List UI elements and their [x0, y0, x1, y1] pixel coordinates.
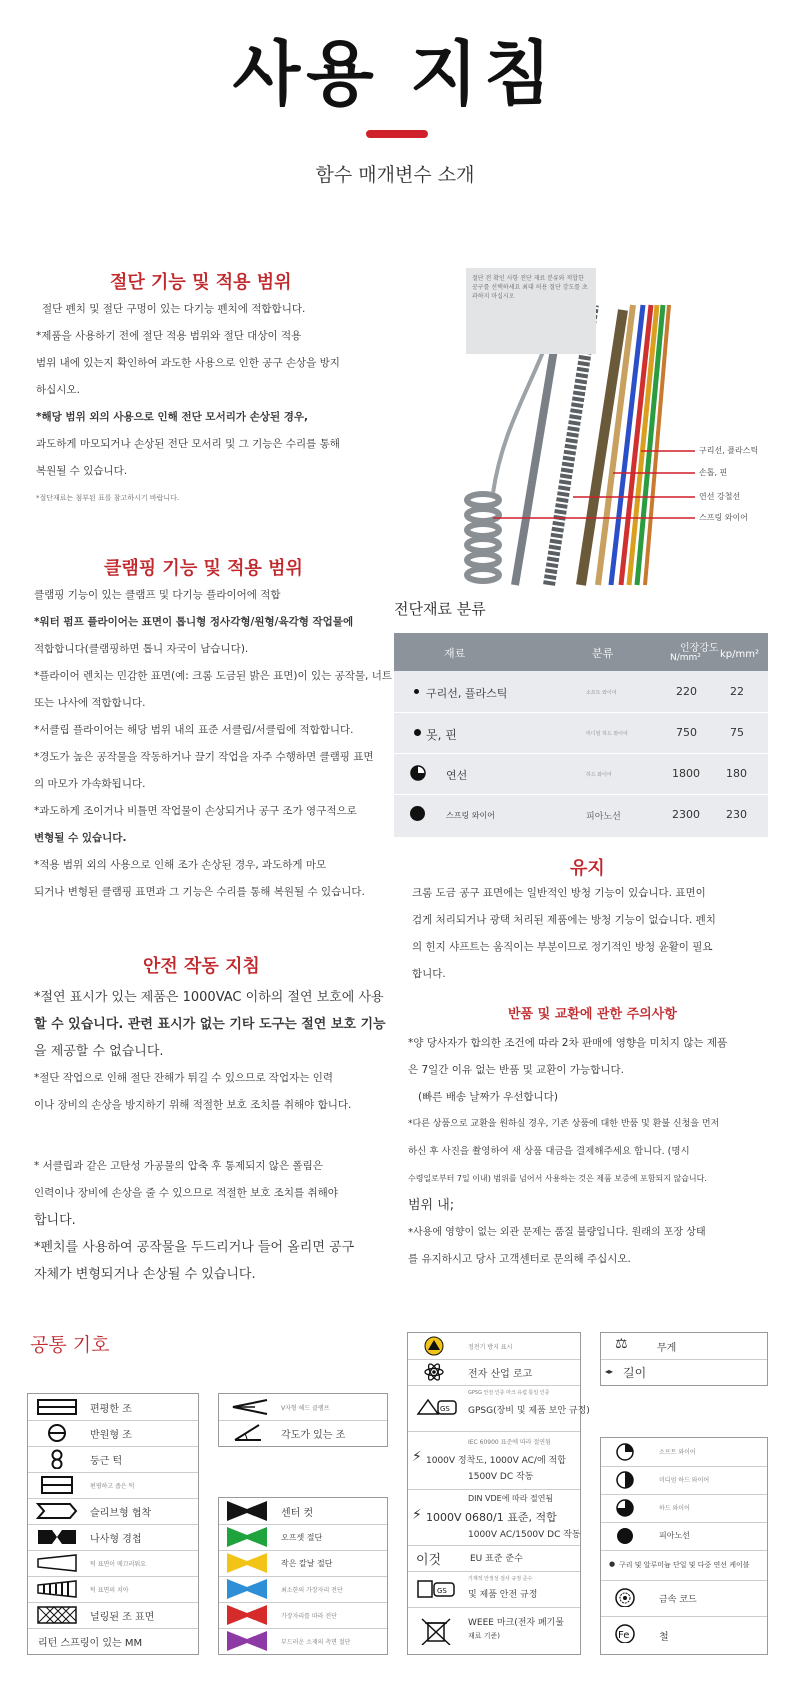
- table-row: [394, 753, 768, 795]
- symbol-row: [28, 1420, 198, 1447]
- safety-line: 합니다.: [34, 1213, 76, 1228]
- angled-jaw-icon: [225, 1423, 271, 1443]
- material-kp: 180: [726, 767, 747, 780]
- flat-jaw-icon: [34, 1397, 80, 1417]
- measure-symbol-box: [600, 1332, 768, 1386]
- symbol-label: GPSG 안전 인증 마크 유럽 통일 인증: [468, 1390, 550, 1396]
- clamping-line: 클램핑 기능이 있는 클램프 및 다기능 플라이어에 적합: [34, 589, 281, 601]
- symbol-row: [28, 1446, 198, 1473]
- symbol-row: [219, 1550, 387, 1577]
- symbol-label: 철: [659, 1632, 669, 1643]
- cutting-line: *제품을 사용하기 전에 절단 적용 범위와 절단 대상이 적용: [36, 330, 302, 342]
- symbol-row: [28, 1498, 198, 1525]
- bow-tie-icon: [227, 1553, 267, 1573]
- returns-heading: 반품 및 교환에 관한 주의사항: [508, 1007, 677, 1022]
- safety-line: * 서클립과 같은 고탄성 가공물의 압축 후 통제되지 않은 폴림은: [34, 1160, 323, 1172]
- material-class: 미디엄 하드 와이어: [586, 731, 628, 737]
- safety-line: 인력이나 장비에 손상을 줄 수 있으므로 적절한 보호 조치를 취해야: [34, 1187, 338, 1199]
- symbol-label: 리턴 스프링이 있는 MM: [38, 1638, 143, 1649]
- symbol-label: 센터 컷: [281, 1508, 314, 1519]
- symbol-label: 하드 와이어: [659, 1505, 690, 1512]
- safety-line: 자체가 변형되거나 손상될 수 있습니다.: [34, 1267, 256, 1282]
- symbol-row: [219, 1628, 387, 1654]
- symbol-row: [601, 1333, 767, 1360]
- symbol-row: [28, 1602, 198, 1629]
- symbol-label: 부드러운 소재의 측면 절단: [281, 1639, 351, 1646]
- symbol-label: DIN VDE에 따라 절연됨: [468, 1494, 554, 1503]
- material-table-header: [394, 633, 768, 671]
- symbol-label: 슬리브형 협착: [90, 1508, 152, 1519]
- symbol-label: 둥근 턱: [90, 1456, 123, 1467]
- symbol-row: [28, 1550, 198, 1577]
- col-unit-kp: kp/mm²: [720, 649, 759, 660]
- voltage-icon: ⚡: [412, 1507, 422, 1523]
- symbol-label: 널링된 조 표면: [90, 1612, 155, 1623]
- symbol-row: [408, 1333, 580, 1360]
- cutting-line: 범위 내에 있는지 확인하여 과도한 사용으로 인한 공구 손상을 방지: [36, 357, 340, 369]
- returns-line: *양 당사자가 합의한 조건에 따라 2차 판매에 영향을 미치지 않는 제품: [408, 1037, 728, 1049]
- maintenance-line: 의 힌지 샤프트는 움직이는 부분이므로 정기적인 방청 윤활이 필요: [412, 941, 713, 953]
- material-dot: [414, 689, 419, 694]
- cert-symbol-box: [407, 1332, 590, 1655]
- table-row: [394, 794, 768, 835]
- returns-line: *다른 상품으로 교환을 원하실 경우, 기존 상품에 대한 반품 및 환불 신청을 먼저: [408, 1119, 720, 1129]
- returns-text: [408, 1030, 778, 1273]
- angle-symbol-box: [218, 1393, 388, 1447]
- scale-icon: ⚖: [615, 1336, 628, 1352]
- cutting-line: 복원될 수 있습니다.: [36, 465, 128, 477]
- material-kp: 230: [726, 808, 747, 821]
- symbol-row: [408, 1431, 580, 1490]
- maintenance-heading: 유지: [570, 858, 605, 879]
- symbol-label: 턱 표면이 매끄러워요: [90, 1561, 146, 1568]
- page-subtitle: 함수 매개변수 소개: [315, 164, 475, 186]
- clamping-line: 적합합니다(클램핑하면 톱니 자국이 남습니다).: [34, 643, 249, 655]
- material-n: 2300: [672, 808, 700, 821]
- symbol-row: [408, 1571, 580, 1608]
- symbol-label: 나사형 경첩: [90, 1534, 142, 1545]
- weee-bin-icon: [414, 1617, 460, 1645]
- symbol-label: 구리 및 알루미늄 단일 및 다중 연선 케이블: [619, 1561, 750, 1569]
- symbol-row: [408, 1385, 590, 1432]
- voltage-icon: ⚡: [412, 1449, 422, 1465]
- safety-line: 할 수 있습니다. 관련 표시가 없는 기타 도구는 절연 보호 기능: [34, 1017, 386, 1032]
- symbol-row: [219, 1576, 387, 1603]
- symbol-row: [601, 1580, 767, 1617]
- symbol-row: [601, 1359, 767, 1385]
- svg-text:GS: GS: [437, 1587, 447, 1595]
- maintenance-line: 검게 처리되거나 광택 처리된 제품에는 방청 기능이 없습니다. 펜치: [412, 914, 716, 926]
- bow-tie-icon: [227, 1605, 267, 1625]
- material-n: 220: [676, 685, 697, 698]
- photo-label: 손톱, 핀: [699, 468, 728, 477]
- length-icon: ◂▸: [605, 1367, 614, 1376]
- symbol-label: 편평하고 좁은 턱: [90, 1483, 135, 1490]
- toothed-jaw-icon: [34, 1579, 80, 1599]
- clamping-line: 의 마모가 가속화됩니다.: [34, 778, 146, 790]
- cutting-text: [36, 296, 396, 512]
- symbol-label: 1000V AC/1500V DC 작동: [468, 1530, 581, 1540]
- symbol-label: 전자 산업 로고: [468, 1369, 533, 1380]
- returns-line: *사용에 영향이 없는 외관 문제는 품질 불량입니다. 원래의 포장 상태: [408, 1227, 706, 1238]
- symbol-row: [219, 1394, 387, 1421]
- clamping-line: *과도하게 조이거나 비틀면 작업물이 손상되거나 공구 조가 영구적으로: [34, 805, 357, 817]
- symbol-label: 피아노선: [659, 1531, 690, 1540]
- returns-line: (빠른 배송 날짜가 우선합니다): [418, 1091, 558, 1103]
- material-n: 750: [676, 726, 697, 739]
- maintenance-text: [412, 880, 772, 988]
- full-circle-icon: [607, 1525, 653, 1545]
- copper-dot-icon: ●: [609, 1560, 616, 1568]
- material-kp: 22: [730, 685, 744, 698]
- clamping-line: 또는 나사에 적합합니다.: [34, 697, 146, 709]
- symbol-row: [219, 1524, 387, 1551]
- symbol-row: [28, 1576, 198, 1603]
- v-head-icon: [225, 1397, 271, 1417]
- symbol-row: [408, 1545, 580, 1572]
- material-name: 연선: [446, 769, 468, 782]
- symbol-row: [408, 1607, 580, 1653]
- maintenance-line: 합니다.: [412, 968, 446, 980]
- page-title: 사용 지침: [232, 33, 558, 115]
- flat-narrow-jaw-icon: [34, 1475, 80, 1495]
- symbol-label: 1500V DC 작동: [468, 1472, 534, 1482]
- table-row: [394, 671, 768, 713]
- returns-line: 하신 후 사진을 촬영하여 새 상품 대금을 결제해주세요 합니다. (명시: [408, 1146, 690, 1157]
- clamping-line: *서클립 플라이어는 해당 범위 내의 표준 서클립/서클립에 적합합니다.: [34, 724, 354, 736]
- gs-seal-icon: [414, 1579, 460, 1599]
- returns-line: 은 7일간 이유 없는 반품 및 교환이 가능합니다.: [408, 1064, 624, 1076]
- esd-icon: [414, 1336, 460, 1356]
- maintenance-line: 크롬 도금 공구 표면에는 일반적인 방청 기능이 있습니다. 표면이: [412, 887, 706, 899]
- symbol-row: [408, 1489, 580, 1546]
- symbol-row: [601, 1466, 767, 1495]
- material-class: 소프트 와이어: [586, 690, 617, 696]
- symbol-label: 오프셋 절단: [281, 1533, 323, 1542]
- photo-label: 구리선, 플라스틱: [699, 446, 759, 455]
- symbol-label: 길이: [623, 1366, 647, 1380]
- symbol-row: [219, 1498, 387, 1525]
- clamping-line: *경도가 높은 공작물을 작동하거나 끌기 작업을 자주 수행하면 클램핑 표면: [34, 751, 374, 763]
- symbol-row: [28, 1472, 198, 1499]
- svg-text:GS: GS: [440, 1405, 450, 1413]
- symbol-label: IEC 60900 표준에 따라 절연됨: [468, 1439, 551, 1446]
- screw-hinge-icon: [34, 1527, 80, 1547]
- symbol-label: 1000V 0680/1 표준, 적합: [426, 1511, 557, 1524]
- material-name: 못, 핀: [426, 728, 457, 742]
- bow-tie-icon: [227, 1501, 267, 1521]
- smooth-jaw-icon: [34, 1553, 80, 1573]
- clamping-text: [34, 582, 394, 906]
- svg-text:Fe: Fe: [618, 1630, 630, 1641]
- wire-symbol-box: [600, 1437, 768, 1655]
- symbol-label: 소프트 와이어: [659, 1449, 696, 1456]
- symbol-row: [28, 1628, 198, 1654]
- photo-label: 스프링 와이어: [699, 513, 748, 522]
- photo-label: 연선 강철선: [699, 492, 741, 501]
- three-quarter-circle-icon: [607, 1497, 653, 1517]
- symbol-row: [28, 1524, 198, 1551]
- bow-tie-icon: [227, 1631, 267, 1651]
- cutting-line: 하십시오.: [36, 384, 80, 396]
- symbol-label: 1000V 정착도, 1000V AC/에 적합: [426, 1456, 566, 1466]
- symbol-label: GPSG(장비 및 제품 보안 규정): [468, 1406, 590, 1416]
- clamping-line: 되거나 변형된 클램핑 표면과 그 기능은 수리를 통해 복원될 수 있습니다.: [34, 886, 365, 898]
- symbol-row: [601, 1550, 767, 1581]
- symbol-row: [219, 1420, 387, 1446]
- symbol-label: 기계적 안정성 검사 규정 준수: [468, 1576, 533, 1582]
- symbol-row: [601, 1616, 767, 1652]
- material-table-title: 전단재료 분류: [394, 600, 486, 618]
- clamping-line: *워터 펌프 플라이어는 표면이 톱니형 정사각형/원형/육각형 작업물에: [34, 616, 354, 628]
- symbol-label: 무게: [657, 1343, 677, 1354]
- material-dot: [414, 729, 421, 736]
- symbol-label: 각도가 있는 조: [281, 1430, 346, 1441]
- symbol-row: [408, 1359, 580, 1386]
- safety-line: *펜치를 사용하여 공작물을 두드리거나 들어 올리면 공구: [34, 1240, 355, 1255]
- symbol-label: 작은 칼날 절단: [281, 1559, 333, 1568]
- title-divider: [366, 130, 428, 138]
- metal-cord-icon: [607, 1587, 653, 1607]
- half-round-jaw-icon: [34, 1423, 80, 1443]
- clamping-line: *적용 범위 외의 사용으로 인해 조가 손상된 경우, 과도하게 마모: [34, 859, 327, 871]
- fe-icon: [607, 1623, 653, 1643]
- returns-line: 수령일로부터 7일 이내) 범위를 넘어서 사용하는 것은 제품 보증에 포함되지 않습니다.: [408, 1174, 707, 1183]
- safety-line: *절단 작업으로 인해 절단 잔해가 튀길 수 있으므로 작업자는 인력: [34, 1072, 334, 1084]
- material-name: 스프링 와이어: [446, 811, 495, 820]
- symbol-label: 편평한 조: [90, 1404, 132, 1415]
- jaw-symbol-box: [27, 1393, 199, 1655]
- table-row: [394, 712, 768, 754]
- symbol-label: 금속 코드: [659, 1595, 697, 1605]
- safety-text: [34, 984, 394, 1288]
- sleeve-crimp-icon: [34, 1501, 80, 1521]
- quarter-dot-icon: [410, 765, 426, 784]
- ce-mark: 이것: [416, 1553, 442, 1568]
- symbol-row: [601, 1522, 767, 1551]
- symbol-row: [601, 1494, 767, 1523]
- material-kp: 75: [730, 726, 744, 739]
- cutting-heading: 절단 기능 및 적용 범위: [110, 272, 292, 293]
- photo-note: 절단 전 확인 사항 전단 재료 분류와 적합한 공구를 선택하세요 최대 허용 절단 강도를 초과하지 마십시오: [466, 268, 596, 354]
- symbol-label: EU 표준 준수: [470, 1554, 523, 1564]
- round-jaw-icon: [34, 1449, 80, 1469]
- material-n: 1800: [672, 767, 700, 780]
- symbol-label: V자형 헤드 클램프: [281, 1405, 330, 1412]
- clamping-line: *플라이어 렌치는 민감한 표면(예: 크롬 도금된 밝은 표면)이 있는 공작물, 너트: [34, 670, 392, 682]
- bow-tie-icon: [227, 1579, 267, 1599]
- cutting-line: 과도하게 마모되거나 손상된 전단 모서리 및 그 기능은 수리를 통해: [36, 438, 340, 450]
- returns-line: 범위 내;: [408, 1198, 455, 1213]
- safety-line: *절연 표시가 있는 제품은 1000VAC 이하의 절연 보호에 사용: [34, 990, 384, 1005]
- symbol-label: 턱 표면의 치아: [90, 1587, 129, 1594]
- cut-symbol-box: [218, 1497, 388, 1655]
- bow-tie-icon: [227, 1527, 267, 1547]
- atom-icon: [414, 1362, 460, 1382]
- material-dot: [410, 806, 425, 821]
- cutting-line: *해당 범위 외의 사용으로 인해 전단 모서리가 손상된 경우,: [36, 411, 309, 423]
- safety-line: 을 제공할 수 없습니다.: [34, 1044, 164, 1059]
- symbol-label: 가장자리를 따라 전단: [281, 1613, 337, 1620]
- cutting-line: 절단 펜치 및 절단 구멍이 있는 다기능 펜치에 적합합니다.: [42, 303, 306, 315]
- material-class: 하드 와이어: [586, 772, 612, 778]
- clamping-line: 변형될 수 있습니다.: [34, 832, 127, 844]
- col-class: 분류: [592, 647, 614, 660]
- symbol-label: WEEE 마크(전자 폐기물: [468, 1618, 565, 1628]
- col-strength: 인장강도: [680, 643, 719, 654]
- gpsg-icon: [414, 1397, 460, 1417]
- symbols-heading: 공통 기호: [30, 1334, 110, 1356]
- half-circle-icon: [607, 1469, 653, 1489]
- symbol-label: 반원형 조: [90, 1430, 132, 1441]
- symbol-row: [28, 1394, 198, 1421]
- safety-line: 이나 장비의 손상을 방지하기 위해 적절한 보호 조치를 취해야 합니다.: [34, 1099, 352, 1111]
- material-name: 구리선, 플라스틱: [426, 687, 508, 700]
- symbol-row: [601, 1438, 767, 1467]
- col-material: 재료: [444, 647, 466, 660]
- safety-heading: 안전 작동 지침: [143, 956, 260, 977]
- symbol-label: 미디엄 하드 와이어: [659, 1477, 710, 1484]
- cutting-line: *절단재료는 첨부된 표를 참고하시기 바랍니다.: [36, 494, 180, 502]
- symbol-row: [219, 1602, 387, 1629]
- quarter-circle-icon: [607, 1441, 653, 1461]
- material-class: 피아노선: [586, 812, 621, 822]
- knurled-jaw-icon: [34, 1605, 80, 1625]
- symbol-label: 및 제품 안전 규정: [468, 1590, 538, 1600]
- clamping-heading: 클램핑 기능 및 적용 범위: [104, 558, 303, 579]
- symbol-label: 재료 기준): [468, 1632, 501, 1640]
- symbol-label: 정전기 방지 표시: [468, 1344, 513, 1351]
- col-unit-n: N/mm²: [670, 653, 701, 663]
- symbol-label: 최소한의 가장자리 전단: [281, 1587, 343, 1594]
- returns-line: 를 유지하시고 당사 고객센터로 문의해 주십시오.: [408, 1253, 631, 1265]
